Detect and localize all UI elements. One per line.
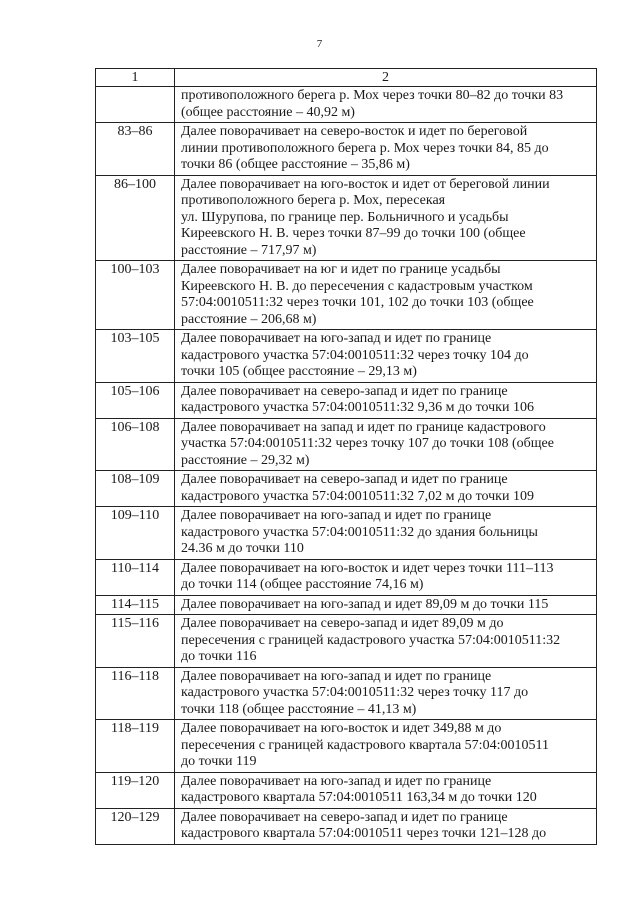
- table-row: [96, 471, 597, 507]
- description-cell: Далее поворачивает на юго-запад и идет 89,09 м до точки 115: [175, 595, 597, 615]
- table-row: [96, 175, 597, 261]
- segment-cell: 114–115: [96, 595, 175, 615]
- description-cell: противоположного берега р. Мох через точки 80–82 до точки 83 (общее расстояние – 40,92 м): [175, 87, 597, 123]
- segment-cell: 103–105: [96, 330, 175, 383]
- segment-cell: 108–109: [96, 471, 175, 507]
- segment-cell: 86–100: [96, 175, 175, 261]
- description-cell: Далее поворачивает на юго-восток и идет 349,88 м до пересечения с границей кадастрового квартала 57:04:0010511 до точки 119: [175, 720, 597, 773]
- segment-cell: 118–119: [96, 720, 175, 773]
- boundary-table: [95, 68, 597, 845]
- table-row: [96, 667, 597, 720]
- table-row: [96, 123, 597, 176]
- description-cell: Далее поворачивает на юго-запад и идет по границе кадастрового квартала 57:04:0010511 163,34 м до точки 120: [175, 772, 597, 808]
- description-cell: Далее поворачивает на юго-запад и идет по границе кадастрового участка 57:04:0010511:32 через точку 117 до точки 118 (общее расстояние – 41,13 м): [175, 667, 597, 720]
- column-header-description: 2: [175, 69, 597, 87]
- segment-cell: 120–129: [96, 808, 175, 844]
- description-cell: Далее поворачивает на юго-восток и идет от береговой линии противоположного берега р. Мох, пересекая ул. Шурупова, по границе пер. Больничного и усадьбы Киреевского Н. В. через точки 87–99 до точки 100 (общее расстояние – 717,97 м): [175, 175, 597, 261]
- table-row: [96, 87, 597, 123]
- table-row: [96, 382, 597, 418]
- segment-cell: [96, 87, 175, 123]
- table-row: [96, 615, 597, 668]
- description-cell: Далее поворачивает на юго-запад и идет по границе кадастрового участка 57:04:0010511:32 через точку 104 до точки 105 (общее расстояние – 29,13 м): [175, 330, 597, 383]
- table-row: [96, 808, 597, 844]
- description-cell: Далее поворачивает на северо-запад и идет по границе кадастрового участка 57:04:0010511:32 9,36 м до точки 106: [175, 382, 597, 418]
- segment-cell: 106–108: [96, 418, 175, 471]
- segment-cell: 100–103: [96, 261, 175, 330]
- table-row: [96, 507, 597, 560]
- table-row: [96, 772, 597, 808]
- description-cell: Далее поворачивает на юго-запад и идет по границе кадастрового участка 57:04:0010511:32 до здания больницы 24.36 м до точки 110: [175, 507, 597, 560]
- page-number: 7: [316, 38, 323, 50]
- segment-cell: 109–110: [96, 507, 175, 560]
- description-cell: Далее поворачивает на северо-запад и идет 89,09 м до пересечения с границей кадастрового участка 57:04:0010511:32 до точки 116: [175, 615, 597, 668]
- table-header-row: [96, 69, 597, 87]
- segment-cell: 119–120: [96, 772, 175, 808]
- column-header-segment: 1: [96, 69, 175, 87]
- segment-cell: 83–86: [96, 123, 175, 176]
- description-cell: Далее поворачивает на юго-восток и идет через точки 111–113 до точки 114 (общее расстояние 74,16 м): [175, 559, 597, 595]
- table-row: [96, 418, 597, 471]
- table-row: [96, 261, 597, 330]
- table-row: [96, 720, 597, 773]
- table-row: [96, 330, 597, 383]
- segment-cell: 105–106: [96, 382, 175, 418]
- segment-cell: 110–114: [96, 559, 175, 595]
- segment-cell: 115–116: [96, 615, 175, 668]
- table-row: [96, 595, 597, 615]
- description-cell: Далее поворачивает на северо-запад и идет по границе кадастрового участка 57:04:0010511:32 7,02 м до точки 109: [175, 471, 597, 507]
- table-body: [96, 87, 597, 845]
- segment-cell: 116–118: [96, 667, 175, 720]
- description-cell: Далее поворачивает на запад и идет по границе кадастрового участка 57:04:0010511:32 через точку 107 до точки 108 (общее расстояние – 29,32 м): [175, 418, 597, 471]
- description-cell: Далее поворачивает на северо-восток и идет по береговой линии противоположного берега р. Мох через точки 84, 85 до точки 86 (общее расстояние – 35,86 м): [175, 123, 597, 176]
- description-cell: Далее поворачивает на юг и идет по границе усадьбы Киреевского Н. В. до пересечения с кадастровым участком 57:04:0010511:32 через точки 101, 102 до точки 103 (общее расстояние – 206,68 м): [175, 261, 597, 330]
- table-row: [96, 559, 597, 595]
- description-cell: Далее поворачивает на северо-запад и идет по границе кадастрового квартала 57:04:0010511 через точки 121–128 до: [175, 808, 597, 844]
